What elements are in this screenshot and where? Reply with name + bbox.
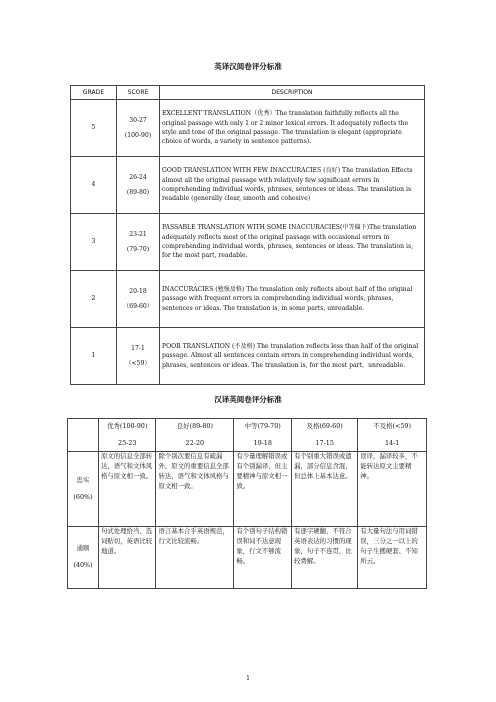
description-cell: INACCURACIES (勉强及格) The translation only reflects about half of the original passage with frequent errors in comprehending individual words, phrases, sentences or ideas. The translation is, in some parts, unreadable. bbox=[160, 271, 425, 328]
score-range: 26-24 bbox=[129, 173, 147, 181]
description-cell: POOR TRANSLATION (不及格) The translation reflects less than half of the original passage. Almost all sentences contain errors in comprehending individual words, phrases, sentences or ideas. The translation is, for the most part，unreadable. bbox=[160, 328, 425, 385]
page-number: 1 bbox=[246, 675, 250, 682]
level-label: 良好(89-80) bbox=[176, 421, 213, 430]
table-row bbox=[71, 100, 425, 157]
table-cell: 除个别次要信息有疏漏外，原文的重要信息全部转达，语气和文体风格与原文相一致。 bbox=[156, 452, 234, 527]
percent-range: （<59） bbox=[125, 360, 151, 367]
table-cell: 句式处理恰当，选词贴切，英语比较地道。 bbox=[99, 527, 156, 589]
table-cell: 有大量句法与用词错误，三分之一以上的句子生搬硬套、不知所云。 bbox=[358, 527, 427, 589]
criterion-label: 通顺 bbox=[76, 544, 90, 553]
grade-cell: 1 bbox=[71, 328, 117, 385]
score-range: 20-18 bbox=[129, 287, 147, 295]
level-header bbox=[99, 419, 156, 452]
table-row bbox=[71, 328, 425, 385]
criterion-cell bbox=[68, 527, 99, 589]
score-cell bbox=[117, 157, 160, 214]
table-cell: 原文的信息全部转达，语气和文体风格与原文相一致。 bbox=[99, 452, 156, 527]
table-cell: 误译，漏译较多，不能转达原文主要精神。 bbox=[358, 452, 427, 527]
level-header bbox=[234, 419, 292, 452]
description-cell: GOOD TRANSLATION WITH FEW INACCURACIES (良好) The translation Effects almost all the original passage with relatively few significant errors in comprehending individual words, phrases, sentences or ideas. The translation is readable (generally clear, smooth and cohesive) bbox=[160, 157, 425, 214]
description-cell: PASSABLE TRANSLATION WITH SOME INACCURACIES(中等偏下)The translation adequately reflects most of the original passage with occasional errors in comprehending individual words, phrases, sentences or ideas. The translation is, for the most part, readable. bbox=[160, 214, 425, 271]
table-row bbox=[68, 527, 427, 589]
level-score: 19-18 bbox=[253, 438, 272, 447]
percent-range: (89-80) bbox=[126, 189, 150, 196]
criterion-weight: (60%) bbox=[73, 492, 93, 501]
table1-title: 英译汉阅卷评分标准 bbox=[214, 62, 282, 71]
chinese-to-english-grading-table bbox=[67, 418, 427, 589]
percent-range: (79-70) bbox=[126, 246, 150, 253]
score-range: 23-21 bbox=[129, 230, 147, 238]
score-cell bbox=[117, 271, 160, 328]
table-row bbox=[71, 271, 425, 328]
grade-cell: 4 bbox=[71, 157, 117, 214]
level-label: 中等(79-70) bbox=[244, 421, 281, 430]
score-cell bbox=[117, 100, 160, 157]
level-score: 22-20 bbox=[185, 438, 205, 447]
table-row bbox=[68, 452, 427, 527]
level-score: 17-15 bbox=[315, 438, 334, 447]
level-score: 25-23 bbox=[118, 438, 137, 447]
table2-title: 汉译英阅卷评分标准 bbox=[214, 395, 282, 404]
criterion-weight: (40%) bbox=[73, 561, 93, 569]
table-cell: 有逐字硬翻，不符合英语表达的习惯的现象，句子不连贯，比较费解。 bbox=[292, 527, 358, 589]
level-header bbox=[292, 419, 358, 452]
level-score: 14-1 bbox=[384, 438, 400, 447]
criterion-label: 忠实 bbox=[76, 475, 90, 484]
score-range: 30-27 bbox=[129, 116, 147, 124]
table-cell: 有个别重大错误或遗漏，部分信息含混，但总体上基本达意。 bbox=[292, 452, 358, 527]
percent-range: (100-90) bbox=[124, 132, 152, 139]
level-header bbox=[156, 419, 234, 452]
level-label: 不及格(<59) bbox=[373, 421, 411, 430]
level-label: 及格(69-60) bbox=[306, 421, 343, 430]
table-header-row bbox=[71, 86, 425, 100]
score-cell bbox=[117, 328, 160, 385]
criterion-cell bbox=[68, 452, 99, 527]
percent-range: （69-60） bbox=[123, 303, 153, 310]
table-cell: 有个别句子结构错误和词不达意现象，行文不够流畅。 bbox=[234, 527, 292, 589]
description-header: DESCRIPTION bbox=[160, 86, 425, 100]
description-cell: EXCELLENT TRANSLATION（优秀）The translation faithfully reflects all the original passage with only 1 or 2 minor lexical errors. It adequately reflects the style and tone of the original passage. The translation is elegant (appropriate choice of words, a variety in sentence patterns). bbox=[160, 100, 425, 157]
table-cell: 有少量理解错误或有个别漏译，但主要精神与原文相一致。 bbox=[234, 452, 292, 527]
grade-cell: 2 bbox=[71, 271, 117, 328]
english-to-chinese-grading-table bbox=[70, 85, 425, 385]
corner-cell bbox=[68, 419, 99, 452]
level-header bbox=[358, 419, 427, 452]
grade-cell: 5 bbox=[71, 100, 117, 157]
table-row bbox=[71, 157, 425, 214]
score-cell bbox=[117, 214, 160, 271]
table-header-row bbox=[68, 419, 427, 452]
score-range: 17-1 bbox=[131, 344, 145, 352]
score-header: SCORE bbox=[117, 86, 160, 100]
grade-header: GRADE bbox=[71, 86, 117, 100]
level-label: 优秀(100-90) bbox=[107, 421, 148, 430]
table-row bbox=[71, 214, 425, 271]
table-cell: 语言基本合乎英语规范，行文比较流畅。 bbox=[156, 527, 234, 589]
grade-cell: 3 bbox=[71, 214, 117, 271]
